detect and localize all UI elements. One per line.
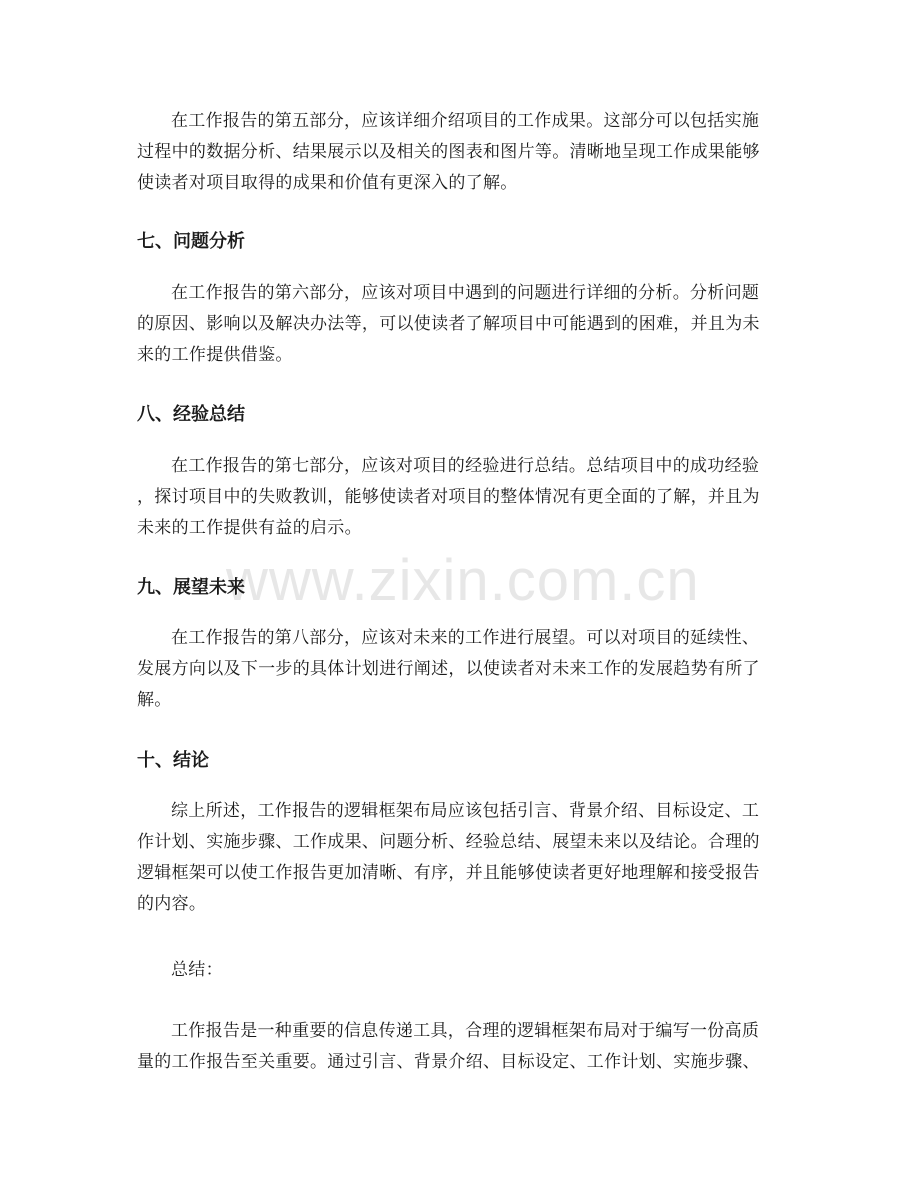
paragraph-line: 过程中的数据分析、结果展示以及相关的图表和图片等。清晰地呈现工作成果能够	[137, 142, 760, 162]
paragraph-line: 的原因、影响以及解决办法等，可以使读者了解项目中可能遇到的困难，并且为未	[137, 314, 760, 334]
paragraph-line: 在工作报告的第五部分，应该详细介绍项目的工作成果。这部分可以包括实施	[171, 111, 760, 131]
paragraph-summary	[137, 1016, 789, 1078]
paragraph-line: 作计划、实施步骤、工作成果、问题分析、经验总结、展望未来以及结论。合理的	[137, 832, 760, 852]
section-heading-problem-analysis: 七、问题分析	[137, 231, 245, 252]
paragraph-line: 在工作报告的第八部分，应该对未来的工作进行展望。可以对项目的延续性、	[171, 628, 760, 648]
paragraph-conclusion	[137, 796, 789, 920]
paragraph-line: 发展方向以及下一步的具体计划进行阐述，以使读者对未来工作的发展趋势有所了	[137, 659, 760, 679]
paragraph-line: 来的工作提供借鉴。	[137, 345, 293, 365]
paragraph-line: 使读者对项目取得的成果和价值有更深入的了解。	[137, 173, 518, 193]
paragraph-line: 未来的工作提供有益的启示。	[137, 518, 362, 538]
section-heading-conclusion: 十、结论	[137, 750, 209, 771]
summary-label: 总结：	[171, 960, 223, 980]
paragraph-line: 逻辑框架可以使工作报告更加清晰、有序，并且能够使读者更好地理解和接受报告	[137, 863, 760, 883]
paragraph-line: 在工作报告的第六部分，应该对项目中遇到的问题进行详细的分析。分析问题	[171, 283, 760, 303]
paragraph-line: 解。	[137, 690, 172, 710]
paragraph-line: 的内容。	[137, 894, 207, 914]
section-heading-experience-summary: 八、经验总结	[137, 404, 245, 425]
summary-label-paragraph	[137, 955, 789, 986]
paragraph-line: 综上所述，工作报告的逻辑框架布局应该包括引言、背景介绍、目标设定、工	[171, 801, 760, 821]
paragraph-part-five	[137, 106, 789, 199]
watermark: www.zixin.com.cn	[226, 548, 700, 613]
paragraph-line: 在工作报告的第七部分，应该对项目的经验进行总结。总结项目中的成功经验	[171, 456, 760, 476]
paragraph-line: 工作报告是一种重要的信息传递工具，合理的逻辑框架布局对于编写一份高质	[171, 1021, 760, 1041]
paragraph-part-eight	[137, 623, 789, 716]
paragraph-part-seven	[137, 451, 789, 544]
section-heading-outlook: 九、展望未来	[137, 577, 245, 598]
paragraph-part-six	[137, 278, 789, 371]
paragraph-line: ，探讨项目中的失败教训，能够使读者对项目的整体情况有更全面的了解，并且为	[137, 487, 760, 507]
paragraph-line: 量的工作报告至关重要。通过引言、背景介绍、目标设定、工作计划、实施步骤、	[137, 1052, 760, 1072]
